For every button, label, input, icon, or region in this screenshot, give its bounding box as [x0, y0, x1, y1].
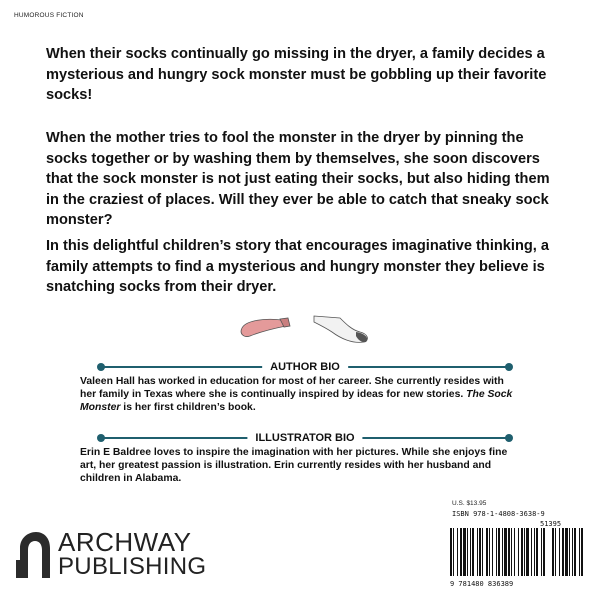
barcode-block — [448, 500, 586, 592]
author-bio-heading — [100, 360, 510, 374]
pink-sock-icon — [241, 318, 290, 337]
blurb-paragraph-2: When the mother tries to fool the monster in the dryer by pinning the socks together or by washing them by themselves, she soon discovers that the sock monster is not just eating their socks, but also hiding them in the craziest of places. Will they ever be able to catch that sneaky sock monster? — [46, 130, 550, 228]
author-bio-text — [80, 375, 520, 414]
heading-dot-icon — [97, 363, 105, 371]
heading-dot-icon — [505, 434, 513, 442]
author-bio-title: AUTHOR BIO — [262, 360, 348, 374]
book-title: The Sock Monster — [80, 389, 513, 413]
price-label: U.S. $13.95 — [452, 500, 487, 507]
publisher-logo — [16, 524, 206, 584]
barcode-icon — [448, 528, 584, 578]
illustrator-bio-body: loves to inspire the imagination with her pictures. While she enjoys fine art, her greatest passion is illustration. Erin currently resides with her husband and children in Alabama. — [80, 447, 508, 484]
barcode-addon-number: 51395 — [540, 520, 562, 528]
heading-dot-icon — [505, 363, 513, 371]
white-sock-icon — [314, 316, 367, 342]
isbn-label: ISBN 978-1-4808-3638-9 — [452, 510, 545, 518]
ean-number: 9 781480 836389 — [450, 580, 514, 588]
socks-illustration — [236, 306, 376, 346]
illustrator-bio-text — [80, 446, 520, 485]
publisher-name-line1: ARCHWAY — [58, 527, 192, 557]
illustrator-bio-title: ILLUSTRATOR BIO — [247, 431, 362, 445]
illustrator-name: Erin E Baldree — [80, 447, 152, 458]
author-name: Valeen Hall — [80, 376, 135, 387]
archway-logo-icon — [16, 530, 52, 578]
illustrator-bio-heading — [100, 431, 510, 445]
author-bio-text-1: has worked in education for most of her career. She currently resides with her family in Texas where she is continually inspired by ideas for new stories. — [80, 376, 504, 400]
blurb-paragraph-3: In this delightful children’s story that encourages imaginative thinking, a family attempts to find a mysterious and hungry monster they believe is snatching socks from their dryer. — [46, 238, 550, 295]
publisher-name-line2: PUBLISHING — [58, 553, 207, 580]
author-bio-text-2: is her first children’s book. — [120, 402, 256, 413]
genre-label: HUMOROUS FICTION — [14, 12, 84, 19]
heading-dot-icon — [97, 434, 105, 442]
blurb-paragraph-1: When their socks continually go missing in the dryer, a family decides a mysterious and hungry sock monster must be gobbling up their favorite socks! — [46, 46, 547, 103]
